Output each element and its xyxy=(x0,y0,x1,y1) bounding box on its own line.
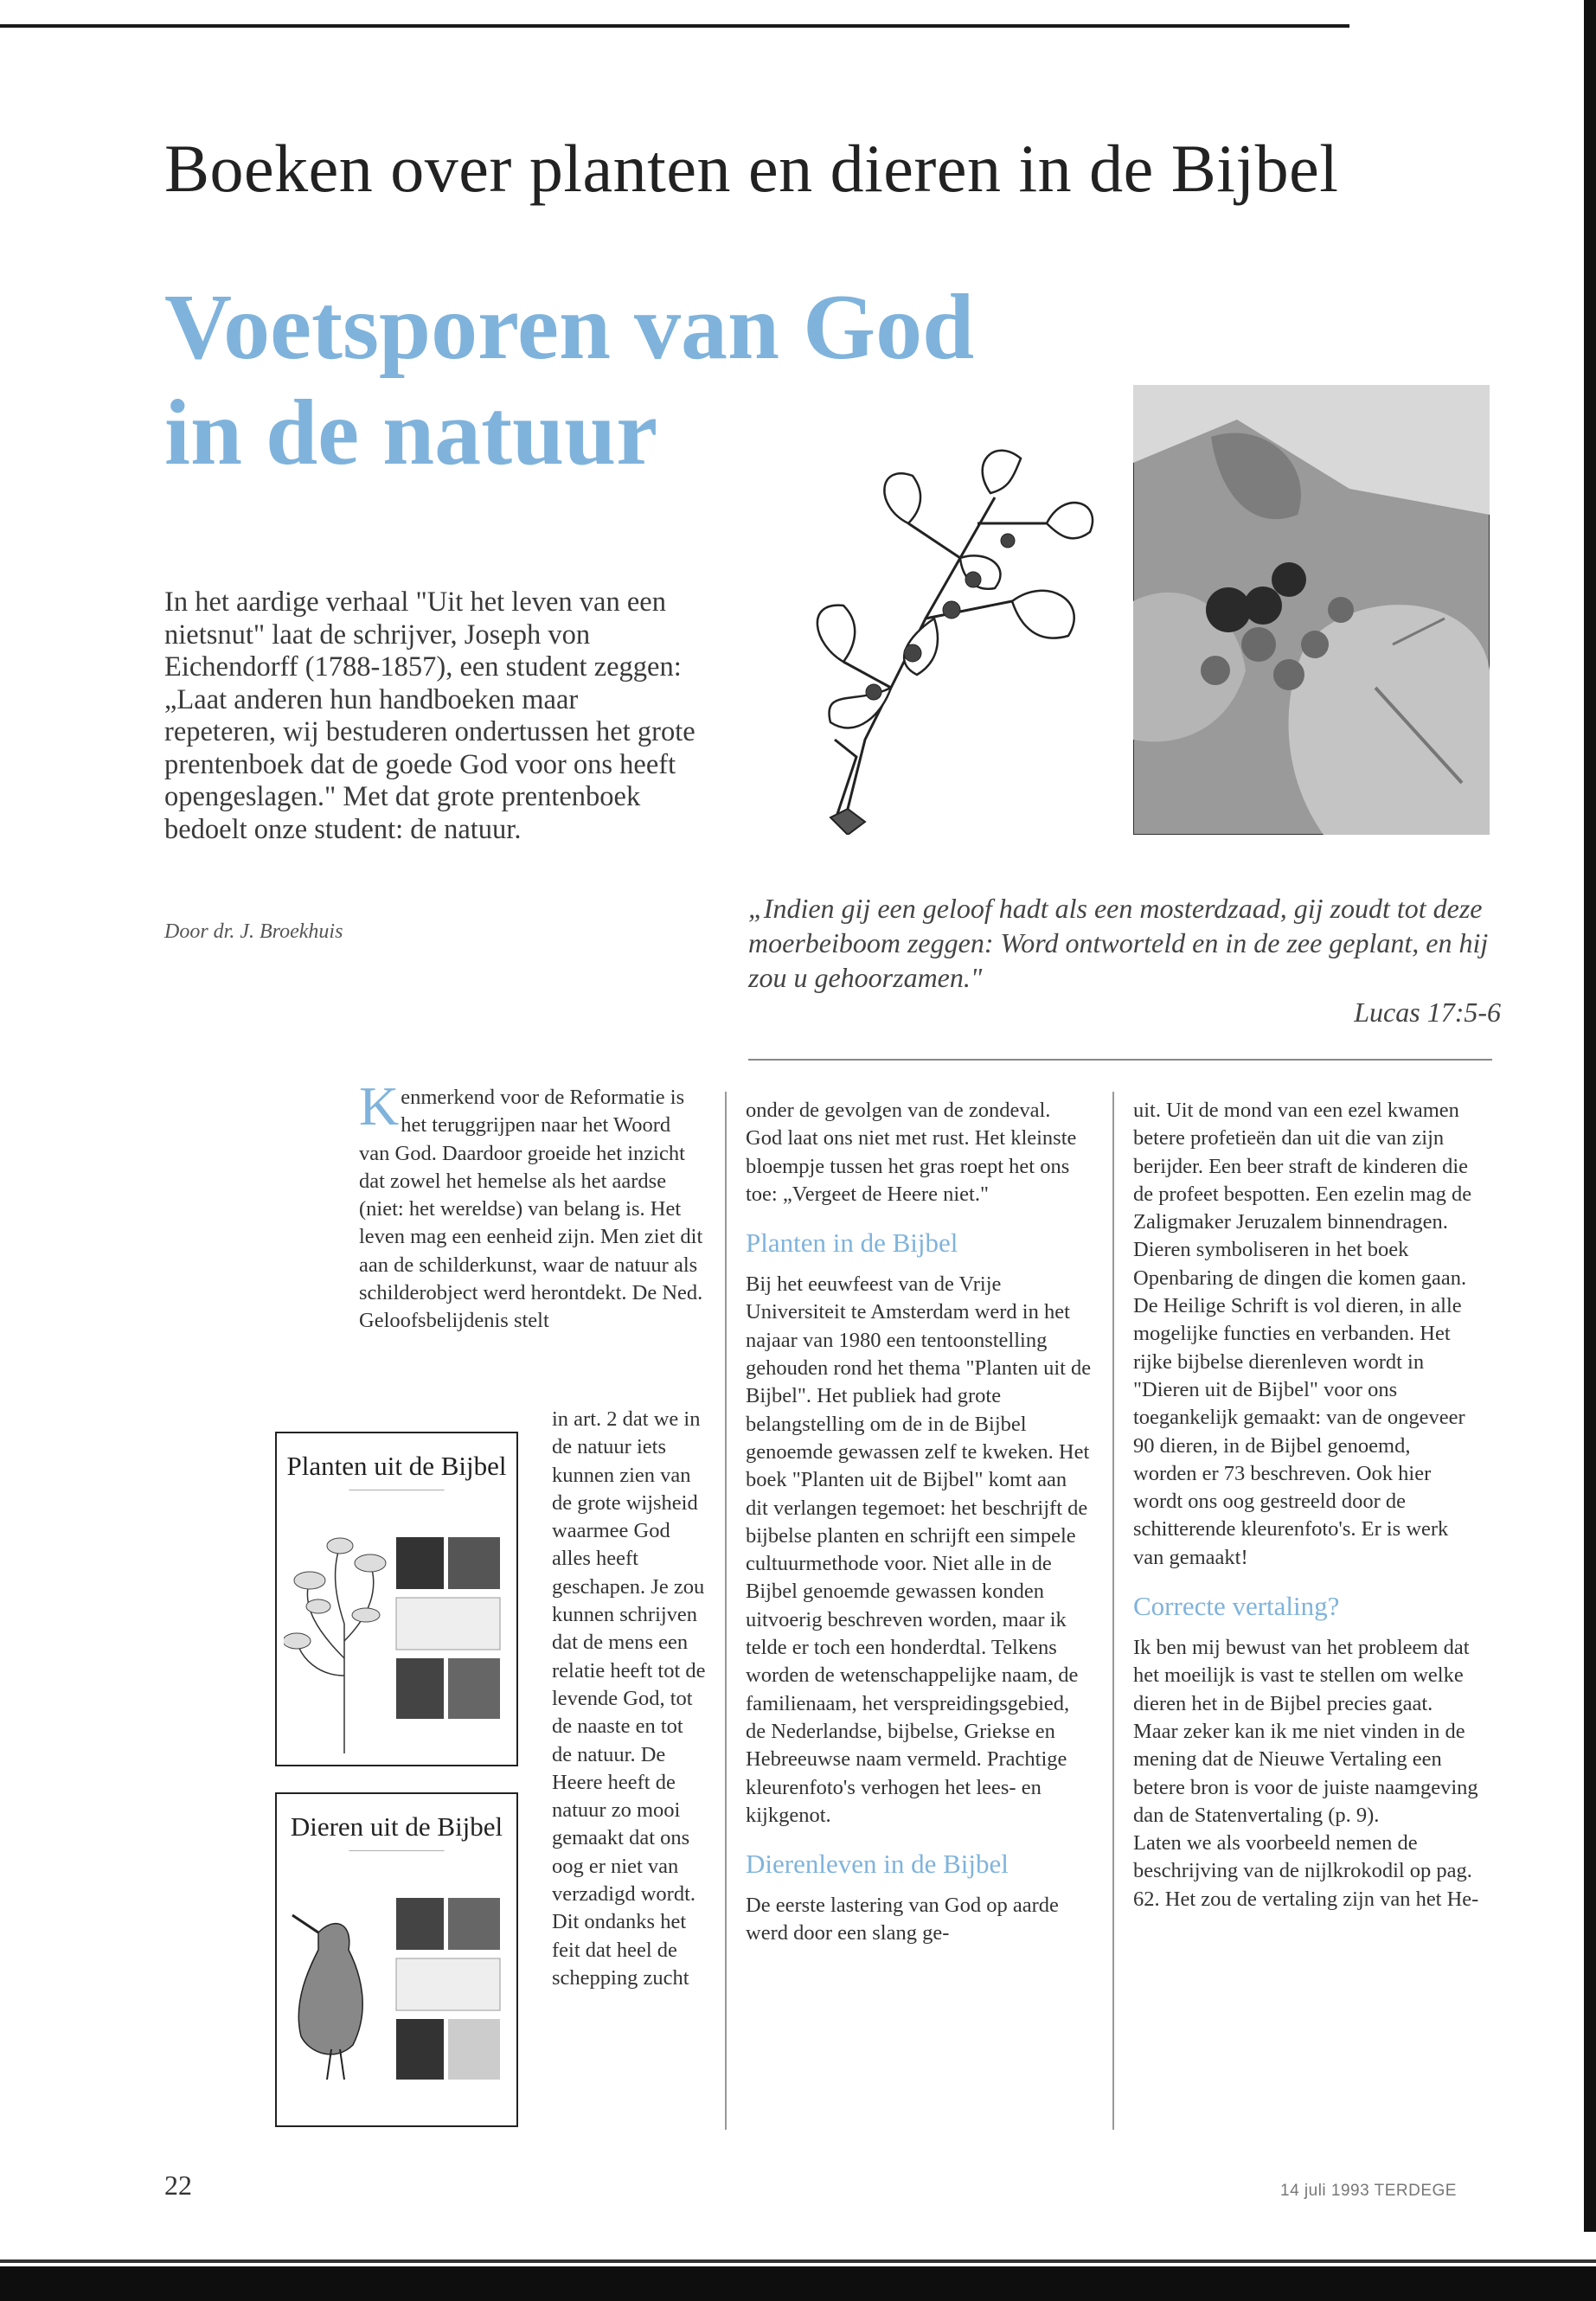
column-3-para-2: De Heilige Schrift is vol dieren, in alle mogelijke functies en verbanden. Het rijke bijbelse dierenleven wordt in "Dieren uit de Bijbel" voor ons toegankelijk gemaakt: van de ongeveer 90 dieren, in de Bijbel genoemd, worden er 73 beschreven. Ook hier wordt ons oog gestreeld door de schitterende kleurenfoto's. Er is werk van gemaakt! xyxy=(1133,1294,1465,1569)
top-rule xyxy=(0,24,1349,28)
column-1-text: enmerkend voor de Reformatie is het teruggrijpen naar het Woord van God. Daardoor groeide het inzicht dat zowel het hemelse als het aardse (niet: het wereldse) van belang is. Het leven mag een eenheid zijn. Men ziet dit aan de schilderkunst, waar de natuur als schilderobject werd herontdekt. De Ned. Geloofsbelijdenis stelt xyxy=(359,1086,703,1333)
column-2-para-3: De eerste lastering van God op aarde werd door een slang ge- xyxy=(746,1894,1059,1945)
book-cover-dieren xyxy=(275,1792,518,2127)
page-number: 22 xyxy=(164,2170,192,2201)
quote-rule xyxy=(748,1059,1492,1061)
column-divider-2 xyxy=(1112,1092,1114,2130)
column-3-para-3: Ik ben mij bewust van het probleem dat het moeilijk is vast te stellen om welke dieren het in de Bijbel precies gaat. Maar zeker kan ik me niet vinden in de mening dat de Nieuwe Vertaling een betere bron is voor de juiste naamgeving dan de Statenvertaling (p. 9). xyxy=(1133,1636,1478,1827)
book-subtitle-planten: ——————————— xyxy=(349,1485,445,1495)
bottom-edge-bar xyxy=(0,2266,1596,2301)
column-2-para-1: onder de gevolgen van de zondeval. God laat ons niet met rust. Het kleinste bloempje tussen het gras roept het ons toe: „Vergeet de Heere niet." xyxy=(746,1099,1077,1206)
bible-quote xyxy=(748,891,1501,1029)
column-2 xyxy=(746,1097,1092,1948)
subheading-planten: Planten in de Bijbel xyxy=(746,1227,958,1259)
column-1-narrow: in art. 2 dat we in de natuur iets kunnen zien van de grote wijsheid waarmee God alles heeft geschapen. Je zou kunnen schrijven dat de mens een relatie heeft tot de levende God, tot de naaste en tot de natuur. De Heere heeft de natuur zo mooi gemaakt dat ons oog er niet van verzadigd wordt. Dit ondanks het feit dat heel de schepping zucht xyxy=(552,1407,706,1990)
book-subtitle-dieren: ——————————— xyxy=(349,1846,445,1856)
right-edge-bar xyxy=(1584,0,1596,2232)
drop-cap: K xyxy=(359,1075,400,1137)
subheading-vertaling: Correcte vertaling? xyxy=(1133,1591,1340,1622)
book-planten-artwork xyxy=(284,1503,509,1758)
book-dieren-artwork xyxy=(284,1863,509,2118)
column-1 xyxy=(359,1075,705,1336)
column-3-para-1: uit. Uit de mond van een ezel kwamen betere profetieën dan uit die van zijn berijder. Een beer straft de kinderen die de profeet bespotten. Een ezelin mag de Zaligmaker Jeruzalem binnendragen. Dieren symboliseren in het boek Openbaring de dingen die komen gaan. xyxy=(1133,1099,1472,1290)
column-2-para-2: Bij het eeuwfeest van de Vrije Universiteit te Amsterdam werd in het najaar van 1980 een tentoonstelling gehouden rond het thema "Planten uit de Bijbel". Het publiek had grote belangstelling om de in de Bijbel genoemde gewassen zelf te kweken. Het boek "Planten uit de Bijbel" komt aan dit verlangen tegemoet: het beschrijft de bijbelse planten en schrijft een simpele cultuurmethode voor. Niet alle in de Bijbel genoemde gewassen konden uitvoerig beschreven worden, maar ik telde er toch een honderdtal. Telkens worden de wetenschappelijke naam, de familienaam, het verspreidingsgebied, de Nederlandse, bijbelse, Griekse en Hebreeuwse naam vermeld. Prachtige kleurenfoto's verhogen het lees- en kijkgenot. xyxy=(746,1272,1092,1827)
subheading-dierenleven: Dierenleven in de Bijbel xyxy=(746,1849,1009,1880)
column-3 xyxy=(1133,1097,1479,1913)
bottom-thin-rule xyxy=(0,2259,1596,2263)
quote-reference: Lucas 17:5-6 xyxy=(1354,997,1501,1028)
title-line-2: in de natuur xyxy=(164,381,658,484)
issue-footer: 14 juli 1993 TERDEGE xyxy=(1280,2182,1457,2200)
title-line-1: Voetsporen van God xyxy=(164,276,975,379)
column-divider-1 xyxy=(725,1092,727,2130)
mulberry-branch-illustration xyxy=(761,428,1116,835)
article-byline: Door dr. J. Broekhuis xyxy=(164,920,343,943)
quote-text: „Indien gij een geloof hadt als een mosterdzaad, gij zoudt tot deze moerbeiboom zeggen: Word ontworteld en in de zee geplant, en hij zou u gehoorzamen." xyxy=(748,893,1489,993)
article-intro: In het aardige verhaal "Uit het leven van een nietsnut" laat de schrijver, Joseph von Eichendorff (1788-1857), een student zeggen: „Laat anderen hun handboeken maar repeteren, wij bestuderen ondertussen het grote prentenboek dat de goede God voor ons heeft opengeslagen." Met dat grote prentenboek bedoelt onze student: de natuur. xyxy=(164,586,695,845)
article-supertitle: Boeken over planten en dieren in de Bijbel xyxy=(164,131,1339,206)
book-cover-planten xyxy=(275,1432,518,1766)
mulberry-photo xyxy=(1133,385,1490,835)
book-title-dieren: Dieren uit de Bijbel xyxy=(290,1811,503,1842)
book-title-planten: Planten uit de Bijbel xyxy=(286,1451,507,1481)
column-3-para-4: Laten we als voorbeeld nemen de beschrijving van de nijlkrokodil op pag. 62. Het zou de vertaling zijn van het He- xyxy=(1133,1831,1479,1911)
